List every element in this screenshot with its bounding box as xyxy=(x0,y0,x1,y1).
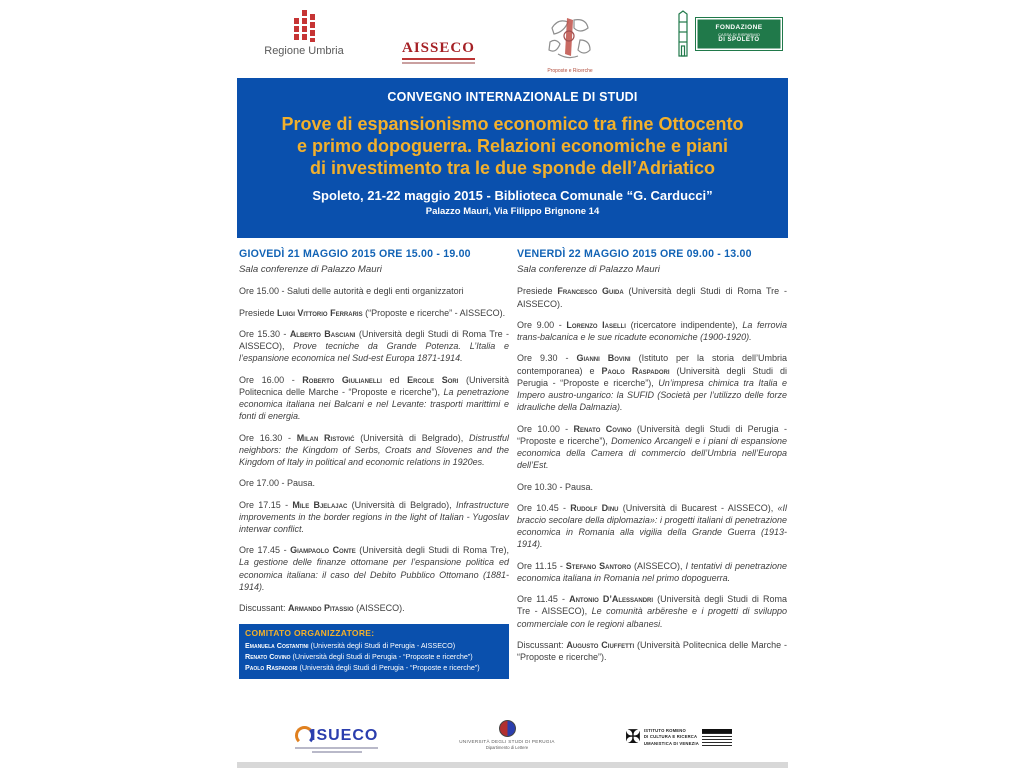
program-entry: Presiede Luigi Vittorio Ferraris (“Proposte e ricerche” - AISSECO). xyxy=(239,307,506,318)
proposte-ricerche-logo xyxy=(542,14,598,74)
program-entry: Ore 9.00 - Lorenzo Iaselli (ricercatore indipendente), La ferrovia trans-balcanica e le sue ricadute economiche (1900-1920). xyxy=(517,319,787,343)
program-entry: Ore 11.45 - Antonio D’Alessandri (Università degli Studi di Roma Tre - AISSECO), Le comunità arbëreshe e i progetti di sviluppo commerciale con le regioni albanesi. xyxy=(517,594,787,629)
istituto-stripes-decoration xyxy=(702,729,732,746)
perugia-department: Dipartimento di Lettere xyxy=(485,745,529,750)
program-entry: Presiede Francesco Guida (Università degli Studi di Roma Tre - AISSECO). xyxy=(517,286,787,309)
fondazione-box xyxy=(695,17,783,51)
conference-title xyxy=(237,113,788,179)
isueco-label: ISUECO xyxy=(311,726,379,744)
committee-member: Emanuela Costantini (Università degli Studi di Perugia - AISSECO) xyxy=(245,640,456,650)
fondazione-spoleto-logo xyxy=(673,10,783,58)
fondazione-line2: CASSA DI RISPARMIO xyxy=(718,31,760,37)
isueco-subtext-line xyxy=(312,751,362,753)
istituto-line3: UMANISTICA DI VENEZIA xyxy=(643,740,699,746)
bottom-logos-row xyxy=(237,720,788,762)
title-line-3: di investimento tra le due sponde dell’Adriatico xyxy=(309,158,716,178)
program-entry: Ore 16.30 - Milan Ristović (Università di Belgrado), Distrustful neighbors: the Kingdom of Serbs, Croats and Slovenes and the Kingdom of Italy in political and economic relations in 1920es. xyxy=(239,432,510,468)
fondazione-line1: FONDAZIONE xyxy=(715,23,763,31)
program-entry: Discussant: Armando Pitassio (AISSECO). xyxy=(239,603,405,614)
committee-member: Paolo Raspadori (Università degli Studi di Perugia - “Proposte e ricerche”) xyxy=(245,663,480,673)
istituto-line2: DI CULTURA E RICERCA xyxy=(643,734,698,740)
title-banner xyxy=(237,78,788,238)
tower-icon xyxy=(673,10,693,58)
maltese-cross-icon: ✠ xyxy=(625,727,641,748)
proposte-ricerche-caption: Proposte e Ricerche xyxy=(547,68,593,74)
isueco-subtext-line xyxy=(295,747,378,749)
program-entry: Ore 11.15 - Stefano Santoro (AISSECO), I tentativi di penetrazione economica italiana in Romania nel primo dopoguerra. xyxy=(517,560,787,583)
day1-header: GIOVEDÌ 21 MAGGIO 2015 ORE 15.00 - 19.00 xyxy=(239,248,471,260)
program-entry: Ore 17.45 - Giampaolo Conte (Università degli Studi di Roma Tre), La gestione delle finanze ottomane per l’espansione politica ed economica italiana: il caso del Debito Pubblico Ottomano (1881-1914). xyxy=(239,545,509,592)
day2-header: VENERDÌ 22 MAGGIO 2015 ORE 09.00 - 13.00 xyxy=(517,248,752,260)
istituto-line1: ISTITUTO ROMENO xyxy=(643,728,686,734)
fondazione-line3: DI SPOLETO xyxy=(718,36,760,43)
program-entry: Ore 17.15 - Mile Bjelajac (Università di Belgrado), Infrastructure improvements in the border regions in the light of Italian - Yugoslav interwar conflict. xyxy=(239,499,509,534)
program-entry: Ore 10.45 - Rudolf Dinu (Università di Bucarest - AISSECO), «Il braccio secolare della diplomazia»: i progetti italiani di penetrazione economica in Romania alla vigilia della Grande Guerra (1913-1914). xyxy=(517,502,788,550)
perugia-name: UNIVERSITÀ DEGLI STUDI DI PERUGIA xyxy=(459,739,555,744)
scan-bottom-edge xyxy=(237,762,788,768)
regione-umbria-icon xyxy=(259,10,349,42)
program-entry: Ore 15.30 - Alberto Basciani (Università degli Studi di Roma Tre - AISSECO), Prove tecniche da Grande Potenza. L’Italia e l’espansione economica nel Sud-est Europa 1871-1914. xyxy=(239,328,509,364)
proposte-ricerche-emblem-icon xyxy=(544,14,596,62)
conference-kicker: CONVEGNO INTERNAZIONALE DI STUDI xyxy=(387,90,638,104)
isueco-logo xyxy=(295,726,378,753)
aisseco-label: AISSECO xyxy=(402,40,475,60)
aisseco-subtext-line xyxy=(402,62,475,64)
organizing-committee-box xyxy=(239,624,509,679)
title-line-2: e primo dopoguerra. Relazioni economiche e piani xyxy=(296,136,729,156)
day1-subheader: Sala conferenze di Palazzo Mauri xyxy=(239,264,382,276)
program-entry: Ore 17.00 - Pausa. xyxy=(239,478,316,489)
committee-member: Renato Covino (Università degli Studi di Perugia - “Proposte e ricerche”) xyxy=(245,652,473,662)
program-entry: Discussant: Augusto Ciuffetti (Università Politecnica delle Marche - “Proposte e ricerche”). xyxy=(517,639,787,663)
committee-header: COMITATO ORGANIZZATORE: xyxy=(245,628,375,639)
top-logos-row xyxy=(237,8,788,74)
regione-umbria-label: Regione Umbria xyxy=(264,45,344,57)
perugia-emblem-icon xyxy=(499,720,516,737)
program-entry: Ore 9.30 - Gianni Bovini (Istituto per la storia dell’Umbria contemporanea) e Paolo Raspadori (Università degli Studi di Perugia - “Proposte e ricerche”), Un’impresa chimica tra Italia e Impero austro-ungarico: la SUFID (Società per l’utilizzo delle forze idrauliche della Dalmazia). xyxy=(517,353,788,413)
conference-address: Palazzo Mauri, Via Filippo Brignone 14 xyxy=(425,206,600,217)
title-line-1: Prove di espansionismo economico tra fine Ottocento xyxy=(281,114,744,134)
conference-poster xyxy=(237,0,788,768)
day2-subheader: Sala conferenze di Palazzo Mauri xyxy=(517,264,660,276)
program-day1-column xyxy=(239,247,509,679)
program-entry: Ore 16.00 - Roberto Giulianelli ed Ercole Sori (Università Politecnica delle Marche - “Proposte e ricerche”), La penetrazione economica italiana nei Balcani e nel Levante: trasporti marittimi e fonti di energia. xyxy=(239,374,510,422)
regione-umbria-logo xyxy=(259,10,349,57)
program-day2-column xyxy=(517,247,787,679)
program-entry: Ore 10.00 - Renato Covino (Università degli Studi di Perugia - “Proposte e ricerche”), Domenico Arcangeli e i piani di espansione economica della Camera di commercio dell’Umbria nell’Europa dell’Est. xyxy=(517,423,787,471)
program-entry: Ore 15.00 - Saluti delle autorità e degli enti organizzatori xyxy=(239,286,464,297)
conference-venue: Spoleto, 21-22 maggio 2015 - Biblioteca Comunale “G. Carducci” xyxy=(312,188,713,203)
istituto-romeno-logo xyxy=(625,728,732,747)
aisseco-logo xyxy=(402,40,475,64)
program-entry: Ore 10.30 - Pausa. xyxy=(517,481,594,492)
program-columns xyxy=(239,247,787,679)
universita-perugia-logo xyxy=(442,720,572,750)
